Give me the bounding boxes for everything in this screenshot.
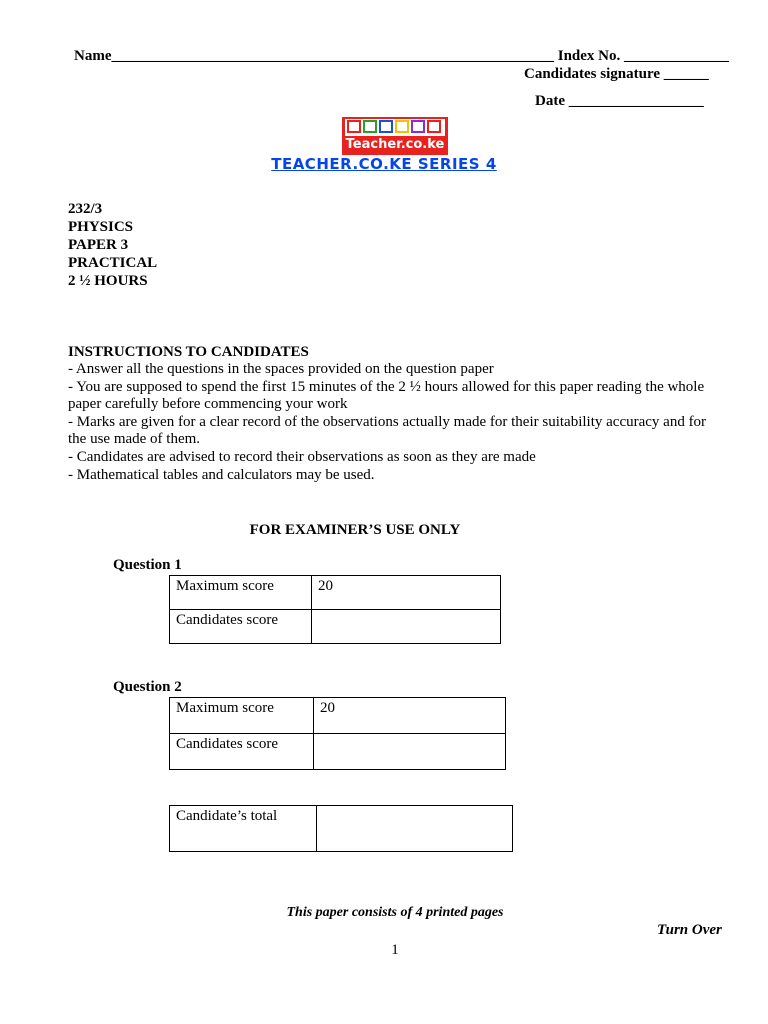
question-1-score-table [169, 575, 501, 644]
instructions-section [68, 343, 718, 484]
name-index-line: Name___________________________________________________________ Index No. ______________ [74, 48, 729, 64]
candidate-score-cell[interactable] [314, 734, 506, 770]
paper-info [68, 200, 157, 290]
instruction-line: - Marks are given for a clear record of the observations actually made for their suitability accuracy and for [68, 413, 707, 430]
teacher-logo [342, 117, 448, 155]
instruction-line: the use made of them. [68, 431, 201, 448]
instructions-heading: INSTRUCTIONS TO CANDIDATES [68, 344, 309, 360]
page-number: 1 [391, 942, 399, 958]
candidate-total-table [169, 805, 513, 852]
paper-duration: 2 ½ HOURS [68, 273, 148, 289]
candidate-total-label: Candidate’s total [170, 806, 317, 852]
question-1-label: Question 1 [113, 557, 182, 573]
examiner-use-heading: FOR EXAMINER’S USE ONLY [249, 522, 461, 538]
series-title-link[interactable]: TEACHER.CO.KE SERIES 4 [271, 155, 497, 173]
printed-pages-note: This paper consists of 4 printed pages [286, 905, 504, 920]
candidate-score-label: Candidates score [170, 734, 314, 770]
table-row [170, 806, 513, 852]
turn-over-label: Turn Over [657, 922, 722, 938]
instruction-line: paper carefully before commencing your work [68, 396, 348, 413]
paper-number: PAPER 3 [68, 237, 129, 253]
max-score-value: 20 [312, 576, 501, 610]
max-score-label: Maximum score [170, 698, 314, 734]
instruction-line: - Mathematical tables and calculators may be used. [68, 466, 375, 483]
table-row [170, 576, 501, 610]
table-row [170, 610, 501, 644]
candidate-signature-line: Candidates signature ______ [524, 66, 709, 82]
question-2-score-table [169, 697, 506, 770]
table-row [170, 698, 506, 734]
question-2-label: Question 2 [113, 679, 182, 695]
candidate-score-label: Candidates score [170, 610, 312, 644]
date-line: Date __________________ [535, 93, 704, 109]
paper-code: 232/3 [68, 201, 103, 217]
table-row [170, 734, 506, 770]
paper-subject: PHYSICS [68, 219, 134, 235]
candidate-total-cell[interactable] [317, 806, 513, 852]
paper-type: PRACTICAL [68, 255, 158, 271]
instruction-line: - Candidates are advised to record their observations as soon as they are made [68, 448, 536, 465]
max-score-label: Maximum score [170, 576, 312, 610]
candidate-score-cell[interactable] [312, 610, 501, 644]
instruction-line: - You are supposed to spend the first 15 minutes of the 2 ½ hours allowed for this paper reading the whole [68, 378, 705, 395]
max-score-value: 20 [314, 698, 506, 734]
logo-text: Teacher.co.ke [345, 137, 445, 152]
instruction-line: - Answer all the questions in the spaces provided on the question paper [68, 361, 494, 377]
